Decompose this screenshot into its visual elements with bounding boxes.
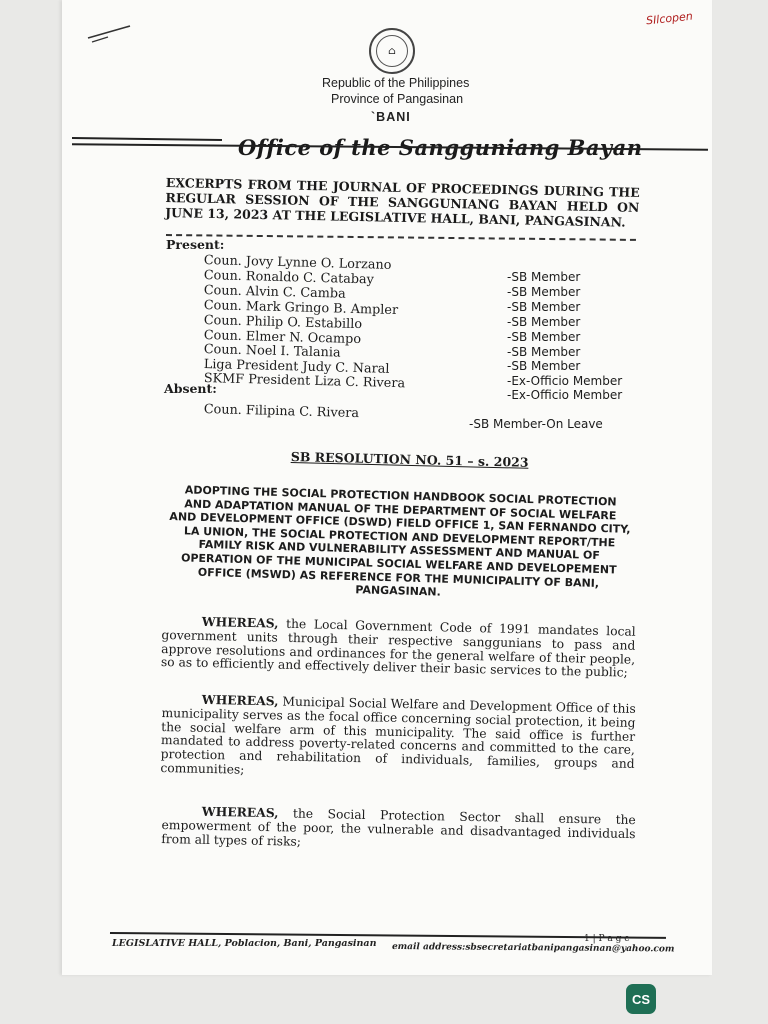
footer-address: LEGISLATIVE HALL, Poblacion, Bani, Pangasinan [112,938,377,949]
resolution-title: ADOPTING THE SOCIAL PROTECTION HANDBOOK SOCIAL PROTECTION AND ADAPTATION MANUAL OF THE DEPARTMENT OF SOCIAL WELFARE AND DEVELOPMENT OFFICE (DSWD) FIELD OFFICE 1, SAN FERNANDO CITY, LA UNION, THE SOCIAL PROTECTION AND DEVELOPMENT REPORT/THE FAMILY RISK AND VULNERABILITY ASSESSMENT AND MANUAL OF OPERATION OF THE MUNICIPAL SOCIAL WELFARE AND DEVELOPEMENT OFFICE (MSWD) AS REFERENCE FOR THE MUNICIPALITY OF BANI, PANGASINAN. [169,483,631,599]
header-province: Province of Pangasinan [331,92,464,106]
whereas-paragraph-2 [160,692,636,786]
member-name: Coun. Mark Gringo B. Ampler [203,298,399,319]
member-name: Coun. Alvin C. Camba [203,283,346,302]
member-name: SKMF President Liza C. Rivera [203,371,406,392]
member-role: -SB Member [507,359,581,373]
whereas-lead: WHEREAS, [201,691,279,709]
absent-member-name: Coun. Filipina C. Rivera [203,402,360,422]
member-role: -SB Member [507,300,581,314]
pen-mark-icon [86,20,136,44]
member-role: -SB Member [507,330,581,344]
handwritten-note: SIlcopen [645,9,694,28]
member-name: Coun. Jovy Lynne O. Lorzano [203,253,392,273]
member-role: -Ex-Officio Member [507,388,623,402]
member-role: -SB Member [507,345,581,359]
present-label: Present: [166,237,225,252]
footer-email: email address:sbsecretariatbanipangasinan@yahoo.com [391,942,675,955]
header-republic: Republic of the Philippines [322,76,470,90]
footer-page-number: 1 | P a g e [584,934,630,944]
camscanner-badge-icon: CS [626,984,656,1014]
member-name: Coun. Noel I. Talania [203,342,341,361]
journal-excerpt-heading: EXCERPTS FROM THE JOURNAL OF PROCEEDINGS DURING THE REGULAR SESSION OF THE SANGGUNIANG BAYAN HELD ON JUNE 13, 2023 AT THE LEGISLATIVE HALL, BANI, PANGASINAN. [165,175,640,230]
whereas-paragraph-3 [161,804,636,855]
whereas-text: the Local Government Code of 1991 mandates local government units through their respective sanggunians to pass and approve resolutions and ordinances for the general welfare of their people, so as to efficiently and effectively deliver their basic services to the public; [160,616,636,680]
member-role: -SB Member [507,315,581,329]
absent-member-role: -SB Member-On Leave [469,417,603,431]
member-role: -Ex-Officio Member [507,374,623,388]
member-name: Coun. Philip O. Estabillo [203,313,363,333]
member-name: Liga President Judy C. Naral [203,357,390,377]
office-title: Office of the Sangguniang Bayan [238,135,643,160]
absent-label: Absent: [164,381,217,396]
municipal-seal-icon: ⌂ [369,28,415,74]
member-role: -SB Member [507,285,581,299]
header-municipality: `BANI [371,110,411,124]
whereas-lead: WHEREAS, [201,613,279,631]
whereas-lead: WHEREAS, [201,803,279,821]
whereas-paragraph-1 [161,614,636,681]
whereas-text: the Social Protection Sector shall ensure the empowerment of the poor, the vulnerable and disadvantaged individuals from all types of risks; [161,806,636,849]
member-role: -SB Member [507,270,581,284]
resolution-number: SB RESOLUTION NO. 51 – s. 2023 [290,449,529,470]
whereas-text: Municipal Social Welfare and Development Office of this municipality serves as the focal office concerning social protection, it being the social welfare arm of this municipality. The said office is further mandated to address poverty-related concerns and committed to the care, protection and rehabilitation of individuals, families, groups and communities; [160,694,636,777]
member-name: Coun. Ronaldo C. Catabay [203,268,375,288]
member-name: Coun. Elmer N. Ocampo [203,328,362,348]
